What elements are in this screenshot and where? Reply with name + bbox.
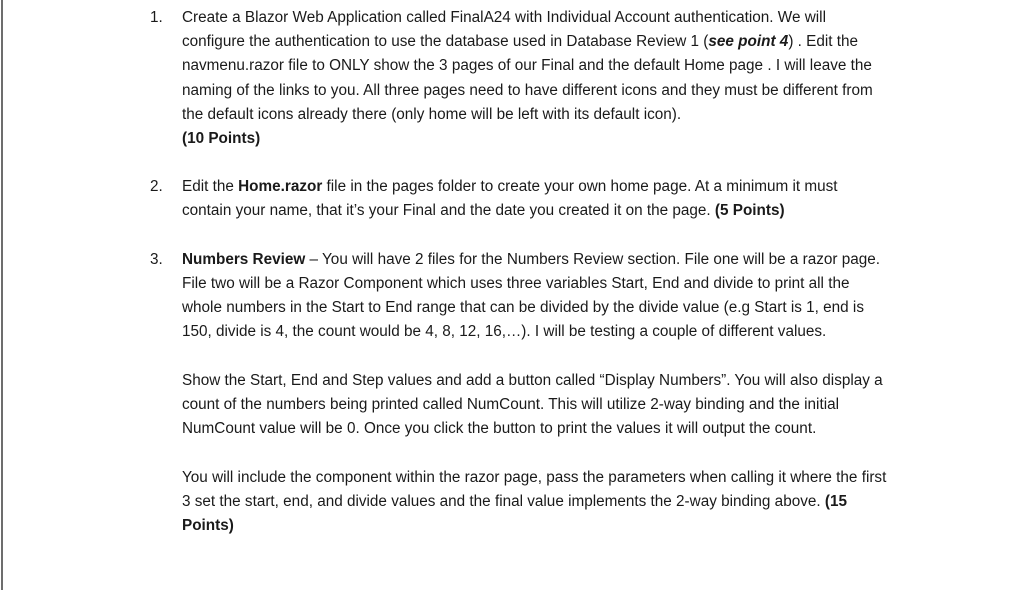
item-paragraph: Show the Start, End and Step values and add a button called “Display Numbers”. You will also display a count of the numbers being printed called NumCount. This will utilize 2-way binding and the initial NumCount value will be 0. Once you click the button to print the values it will output the count. (182, 371, 883, 438)
list-number: 3. (150, 250, 163, 268)
points-label: (5 Points) (714, 202, 785, 220)
emphasis-text: see point 4 (708, 33, 789, 51)
item-paragraph: Edit the Home.razor file in the pages folder to create your own home page. At a minimum it must contain your name, that it’s your Final and the date you created it on the page. (5 Points) (182, 178, 838, 220)
points-label: (15 Points) (182, 493, 847, 535)
section-heading: Numbers Review (182, 250, 306, 268)
list-item-1 (150, 6, 890, 151)
list-number: 2. (150, 178, 163, 196)
list-item-2 (150, 175, 890, 223)
item-paragraph: Create a Blazor Web Application called FinalA24 with Individual Account authentication. We will configure the authentication to use the database used in Database Review 1 (see point 4) . Edit the navmenu.razor file to ONLY show the 3 pages of our Final and the default Home page . I will leave the naming of the links to you. All three pages need to have different icons and they must be different from the default icons already there (only home will be left with its default icon). (10 Points) (182, 9, 873, 148)
item-paragraph: You will include the component within the razor page, pass the parameters when calling it where the first 3 set the start, end, and divide values and the final value implements the 2-way binding above. (15 Points) (182, 468, 887, 535)
list-item-3 (150, 248, 890, 539)
points-label: (10 Points) (182, 130, 261, 148)
list-number: 1. (150, 9, 163, 26)
item-paragraph: Numbers Review – You will have 2 files for the Numbers Review section. File one will be a razor page. File two will be a Razor Component which uses three variables Start, End and divide to print all the whole numbers in the Start to End range that can be divided by the divide value (e.g Start is 1, end is 150, divide is 4, the count would be 4, 8, 12, 16,…). I will be testing a couple of different values. (182, 250, 881, 341)
file-name: Home.razor (238, 178, 323, 196)
instructions-list (150, 6, 890, 538)
page-left-border (1, 0, 3, 590)
